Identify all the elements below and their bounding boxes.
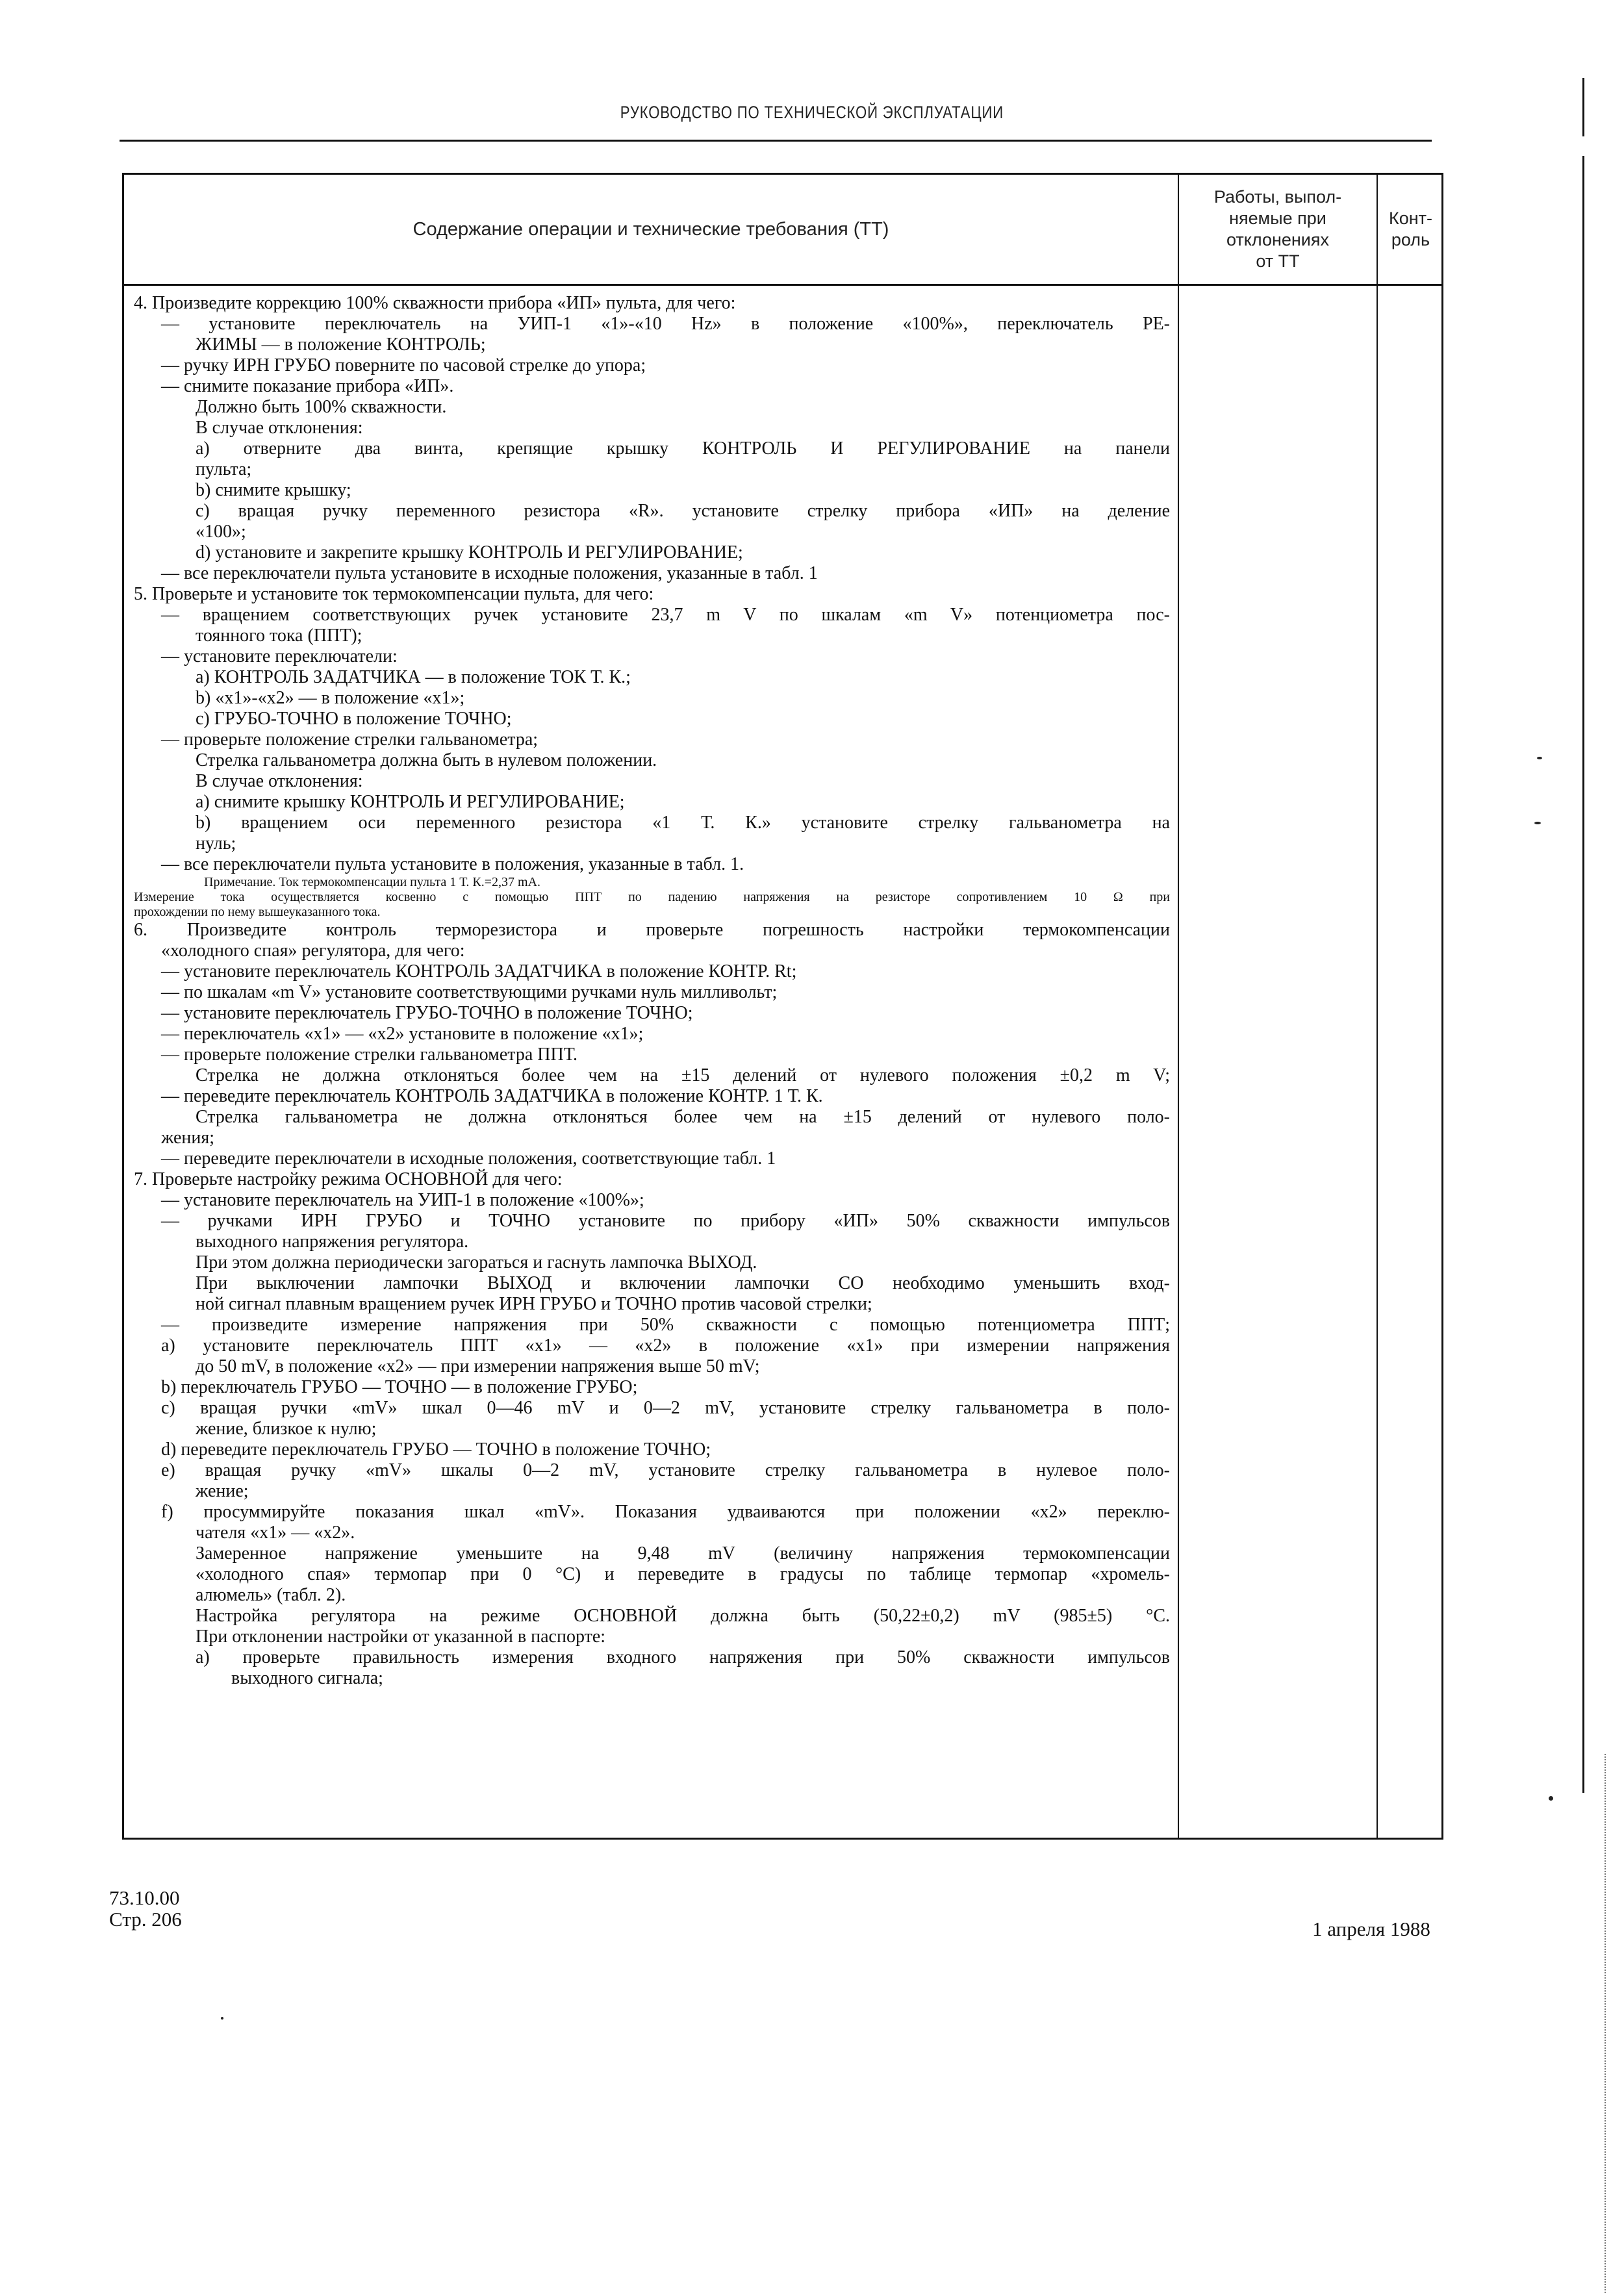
text-line: — установите переключатели:: [161, 646, 398, 666]
text-line: a) КОНТРОЛЬ ЗАДАТЧИКА — в положение ТОК Т. К.;: [196, 667, 631, 687]
text-line: b) «x1»-«x2» — в положение «x1»;: [196, 688, 465, 708]
text-line: нуль;: [196, 833, 236, 854]
scan-edge: [1605, 1754, 1606, 2293]
text-line: c) вращая ручки «mV» шкал 0—46 mV и 0—2 mV, установите стрелку гальванометра в поло-: [161, 1398, 1170, 1418]
note-line: Измерение тока осуществляется косвенно с помощью ППТ по падению напряжения на резисторе сопротивлением 10 Ω при: [134, 890, 1170, 904]
text-line: При выключении лампочки ВЫХОД и включении лампочки СО необходимо уменьшить вход-: [196, 1273, 1170, 1293]
header-line: Работы, выпол-: [1213, 187, 1342, 207]
header-line: роль: [1391, 230, 1430, 249]
text-line: — снимите показание прибора «ИП».: [161, 376, 454, 396]
text-line: — установите переключатель на УИП-1 в положение «100%»;: [161, 1190, 644, 1210]
text-line: d) переведите переключатель ГРУБО — ТОЧНО в положение ТОЧНО;: [161, 1439, 711, 1460]
text-line: — установите переключатель ГРУБО-ТОЧНО в положение ТОЧНО;: [161, 1003, 693, 1023]
column-divider: [1178, 175, 1179, 1838]
column-header-control: [1378, 175, 1443, 284]
text-line: — ручку ИРН ГРУБО поверните по часовой стрелке до упора;: [161, 355, 646, 375]
operations-table: [122, 173, 1443, 1840]
text-line: ЖИМЫ — в положение КОНТРОЛЬ;: [196, 335, 486, 355]
text-line: a) проверьте правильность измерения входного напряжения при 50% скважности импульсов: [196, 1647, 1170, 1667]
running-head-text: РУКОВОДСТВО ПО ТЕХНИЧЕСКОЙ ЭКСПЛУАТАЦИИ: [620, 103, 1004, 122]
document-code: 73.10.00: [109, 1886, 180, 1909]
text-line: Стрелка не должна отклоняться более чем на ±15 делений от нулевого положения ±0,2 m V;: [196, 1065, 1170, 1085]
text-line: В случае отклонения:: [196, 418, 363, 438]
text-line: — произведите измерение напряжения при 50% скважности с помощью потенциометра ППТ;: [161, 1315, 1170, 1335]
text-line: ной сигнал плавным вращением ручек ИРН ГРУБО и ТОЧНО против часовой стрелки;: [196, 1294, 872, 1314]
text-line: b) вращением оси переменного резистора «1 Т. К.» установите стрелку гальванометра на: [196, 813, 1170, 833]
text-line: — проверьте положение стрелки гальванометра ППТ.: [161, 1045, 578, 1065]
text-line: тоянного тока (ППТ);: [196, 626, 362, 646]
page-number: Стр. 206: [109, 1908, 182, 1931]
text-line: — переведите переключатель КОНТРОЛЬ ЗАДАТЧИКА в положение КОНТР. 1 Т. К.: [161, 1086, 823, 1106]
text-line: пульта;: [196, 459, 252, 479]
scan-speck: [1537, 757, 1542, 759]
footer-left: [109, 1887, 182, 1930]
text-line: до 50 mV, в положение «x2» — при измерении напряжения выше 50 mV;: [196, 1356, 760, 1376]
text-line: жение, близкое к нулю;: [196, 1419, 377, 1439]
text-line: выходного сигнала;: [231, 1668, 383, 1688]
text-line: — все переключатели пульта установите в положения, указанные в табл. 1.: [161, 854, 744, 874]
margin-bar: [1582, 78, 1584, 136]
text-line: Должно быть 100% скважности.: [196, 397, 447, 417]
text-line: e) вращая ручку «mV» шкалы 0—2 mV, установите стрелку гальванометра в нулевое поло-: [161, 1460, 1170, 1480]
table-header-rule: [124, 284, 1441, 286]
text-line: Стрелка гальванометра должна быть в нулевом положении.: [196, 750, 657, 770]
text-line: c) ГРУБО-ТОЧНО в положение ТОЧНО;: [196, 709, 512, 729]
text-line: b) переключатель ГРУБО — ТОЧНО — в положение ГРУБО;: [161, 1377, 638, 1397]
text-line: d) установите и закрепите крышку КОНТРОЛЬ И РЕГУЛИРОВАНИЕ;: [196, 542, 743, 563]
text-line: — по шкалам «m V» установите соответствующими ручками нуль милливольт;: [161, 982, 778, 1002]
text-line: чателя «x1» — «x2».: [196, 1523, 355, 1543]
revision-date: 1 апреля 1988: [1312, 1918, 1430, 1940]
text-line: жение;: [196, 1481, 249, 1501]
text-line: 7. Проверьте настройку режима ОСНОВНОЙ для чего:: [134, 1169, 563, 1189]
text-line: a) отверните два винта, крепящие крышку КОНТРОЛЬ И РЕГУЛИРОВАНИЕ на панели: [196, 438, 1170, 459]
text-line: — установите переключатель КОНТРОЛЬ ЗАДАТЧИКА в положение КОНТР. Rt;: [161, 961, 797, 982]
text-line: жения;: [161, 1128, 215, 1148]
text-line: 5. Проверьте и установите ток термокомпенсации пульта, для чего:: [134, 584, 654, 604]
text-line: При этом должна периодически загораться и гаснуть лампочка ВЫХОД.: [196, 1252, 757, 1273]
operation-text: [134, 293, 1170, 1689]
text-line: При отклонении настройки от указанной в паспорте:: [196, 1627, 606, 1647]
text-line: «холодного спая» термопар при 0 °C) и переведите в градусы по таблице термопар «хромель-: [196, 1564, 1170, 1584]
text-line: — ручками ИРН ГРУБО и ТОЧНО установите по прибору «ИП» 50% скважности импульсов: [161, 1211, 1170, 1231]
text-line: алюмель» (табл. 2).: [196, 1585, 346, 1605]
text-line: — проверьте положение стрелки гальванометра;: [161, 729, 539, 750]
column-header-deviation-work: [1179, 175, 1377, 284]
text-line: f) просуммируйте показания шкал «mV». Показания удваиваются при положении «x2» переклю-: [161, 1502, 1170, 1522]
text-line: c) вращая ручку переменного резистора «R». установите стрелку прибора «ИП» на деление: [196, 501, 1170, 521]
header-line: Конт-: [1388, 209, 1432, 228]
text-line: Замеренное напряжение уменьшите на 9,48 mV (величину напряжения термокомпенсации: [196, 1543, 1170, 1564]
column-header-content: Содержание операции и технические требования (ТТ): [412, 218, 889, 240]
scan-speck: [1534, 822, 1541, 824]
text-line: выходного напряжения регулятора.: [196, 1232, 469, 1252]
header-rule: [120, 140, 1432, 142]
text-line: — установите переключатель на УИП-1 «1»-«10 Hz» в положение «100%», переключатель РЕ-: [161, 314, 1170, 334]
header-line: отклонениях: [1226, 230, 1330, 249]
margin-bar: [1582, 156, 1584, 1793]
text-line: — вращением соответствующих ручек установите 23,7 m V по шкалам «m V» потенциометра пос-: [161, 605, 1170, 625]
text-line: 6. Произведите контроль терморезистора и проверьте погрешность настройки термокомпенсации: [134, 920, 1170, 940]
column-divider: [1377, 175, 1378, 1838]
text-line: a) установите переключатель ППТ «x1» — «x2» в положение «x1» при измерении напряжения: [161, 1336, 1170, 1356]
text-line: «холодного спая» регулятора, для чего:: [161, 941, 465, 961]
text-line: — все переключатели пульта установите в исходные положения, указанные в табл. 1: [161, 563, 818, 583]
text-line: В случае отклонения:: [196, 771, 363, 791]
header-line: няемые при: [1229, 209, 1326, 228]
header-line: от ТТ: [1256, 251, 1300, 271]
note-line: прохождении по нему вышеуказанного тока.: [134, 905, 381, 919]
text-line: — переведите переключатели в исходные положения, соответствующие табл. 1: [161, 1148, 776, 1169]
note-line: Примечание. Ток термокомпенсации пульта 1 Т. К.=2,37 mA.: [204, 875, 541, 889]
text-line: Настройка регулятора на режиме ОСНОВНОЙ должна быть (50,22±0,2) mV (985±5) °С.: [196, 1606, 1170, 1626]
text-line: a) снимите крышку КОНТРОЛЬ И РЕГУЛИРОВАНИЕ;: [196, 792, 625, 812]
running-head: [0, 103, 1624, 123]
text-line: b) снимите крышку;: [196, 480, 351, 500]
text-line: — переключатель «x1» — «x2» установите в положение «x1»;: [161, 1024, 644, 1044]
scan-speck: [1549, 1796, 1553, 1801]
text-line: Стрелка гальванометра не должна отклоняться более чем на ±15 делений от нулевого поло-: [196, 1107, 1170, 1127]
scan-speck: [221, 2017, 223, 2020]
text-line: «100»;: [196, 522, 246, 542]
text-line: 4. Произведите коррекцию 100% скважности прибора «ИП» пульта, для чего:: [134, 293, 736, 313]
